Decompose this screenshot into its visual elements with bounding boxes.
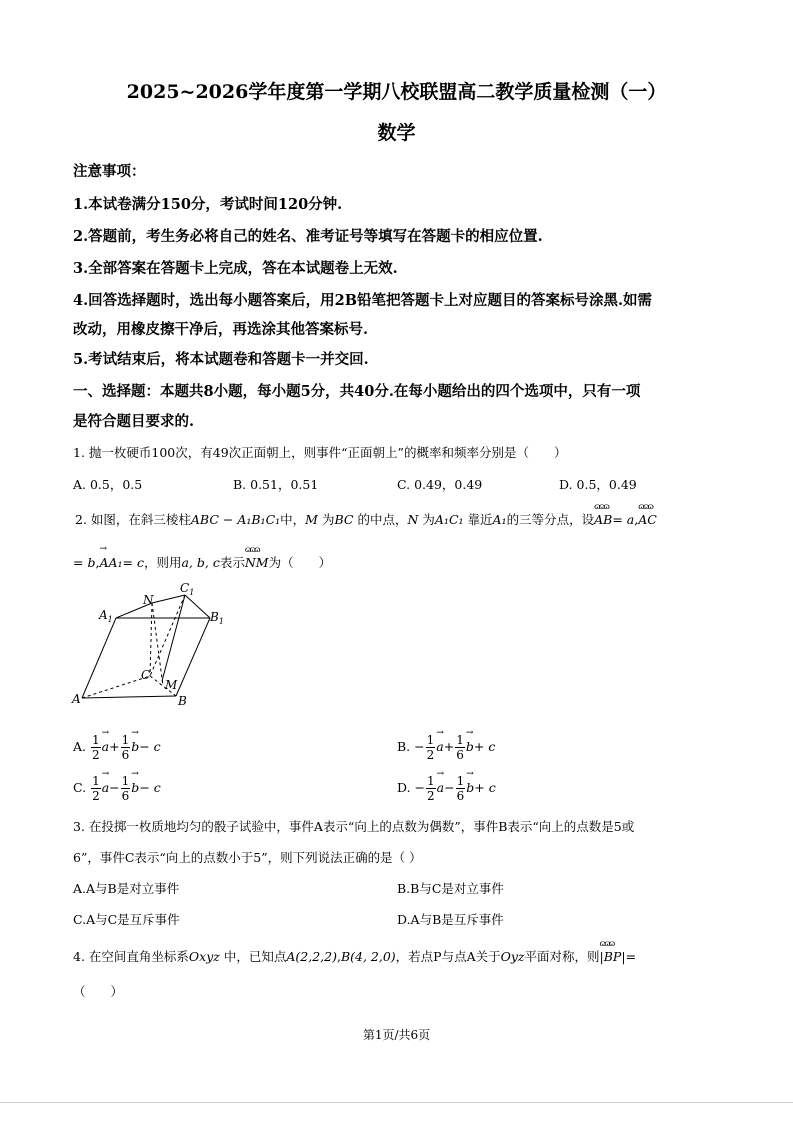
notes-heading: 注意事项：	[73, 163, 146, 180]
label-a: A	[72, 692, 81, 706]
subject-title: 数学	[377, 122, 416, 144]
edge-ab	[82, 696, 176, 698]
q3-option-b: B.B与C是对立事件	[397, 881, 504, 896]
fraction: $\frac{1}{6}$	[456, 733, 464, 762]
label-b: B	[178, 694, 187, 708]
q3-option-d: D.A与B是互斥事件	[397, 912, 504, 927]
question-2-stem: 2. 如图，在斜三棱柱ABC − A₁B₁C₁中，M 为BC 的中点，N 为A₁C₁ 靠近A₁的三等分点，设ɷɷɷ AB= a,ɷɷɷ AC	[75, 510, 657, 528]
label-c1: $C_1$	[180, 581, 195, 597]
edge-c1b1	[185, 595, 210, 618]
edge-nc1	[152, 595, 185, 603]
note-item: 1.本试卷满分150分，考试时间120分钟.	[73, 196, 343, 213]
question-3-stem-cont: 6”，事件C表示“向上的点数小于5”，则下列说法正确的是（ ）	[73, 850, 422, 865]
fraction: $\frac{1}{2}$	[426, 733, 435, 762]
q1-option-c: C. 0.49，0.49	[397, 477, 483, 492]
question-1-stem: 1. 抛一枚硬币100次，有49次正面朝上，则事件“正面朝上”的概率和频率分别是（ ）	[73, 445, 567, 460]
label-m: M	[165, 678, 178, 692]
fraction: $\frac{1}{6}$	[121, 733, 130, 762]
note-item: 4.回答选择题时，选出每小题答案后，用2B铅笔把答题卡上对应题目的答案标号涂黑.如需	[73, 292, 653, 309]
fraction: $\frac{1}{6}$	[456, 774, 465, 803]
q1-option-d: D. 0.5，0.49	[559, 477, 637, 492]
segment-nc	[150, 603, 152, 676]
q2-option-d: D. − $\frac{1}{2}$ → a− $\frac{1}{6}$ → b+ c	[397, 774, 496, 803]
edge-a1a	[82, 618, 116, 698]
q1-option-a: A. 0.5，0.5	[73, 477, 143, 492]
question-4-stem-cont: （ ）	[73, 984, 124, 999]
page-number: 第1页/共6页	[362, 1028, 431, 1042]
section-heading: 一、选择题：本题共8小题，每小题5分，共40分.在每小题给出的四个选项中，只有一项	[73, 383, 641, 400]
fraction: $\frac{1}{6}$	[121, 774, 130, 803]
fraction: $\frac{1}{2}$	[92, 733, 100, 762]
note-item: 5.考试结束后，将本试题卷和答题卡一并交回.	[73, 351, 369, 368]
q2-option-a: A. $\frac{1}{2}$ → a+ $\frac{1}{6}$ → b− c	[73, 733, 161, 762]
prism-figure	[70, 578, 240, 713]
exam-title: 2025~2026学年度第一学期八校联盟高二教学质量检测（一）	[126, 81, 667, 103]
note-item: 改动，用橡皮擦干净后，再选涂其他答案标号.	[73, 321, 369, 338]
q3-option-a: A.A与B是对立事件	[73, 881, 180, 896]
question-2-stem-cont: = b,→ AA₁= c，则用a, b, c表示ɷɷɷ NM为（ ）	[73, 553, 331, 571]
note-item: 3.全部答案在答题卡上完成，答在本试题卷上无效.	[73, 260, 398, 277]
q2-option-c: C. $\frac{1}{2}$ → a− $\frac{1}{6}$ → b− c	[73, 774, 161, 803]
label-b1: $B_1$	[210, 610, 224, 626]
label-n: N	[143, 593, 154, 607]
question-4-stem: 4. 在空间直角坐标系Oxyz 中，已知点A(2,2,2),B(4, 2,0)，若点P与点A关于Oyz平面对称，则ɷɷɷ |BP|=	[73, 947, 636, 965]
segment-nm	[152, 603, 163, 686]
edge-cc1-hidden	[150, 595, 185, 676]
edge-ac-hidden	[82, 676, 150, 698]
edge-b1b	[176, 618, 210, 696]
fraction: $\frac{1}{2}$	[427, 774, 435, 803]
edge-c1b-front	[162, 595, 185, 681]
question-3-stem: 3. 在投掷一枚质地均匀的骰子试验中，事件A表示“向上的点数为偶数”，事件B表示“向上的点数是5或	[73, 819, 635, 834]
page-bottom-divider	[0, 1102, 793, 1103]
q2-option-b: B. − $\frac{1}{2}$ → a+ $\frac{1}{6}$ → b+ c	[397, 733, 495, 762]
q1-option-b: B. 0.51，0.51	[233, 477, 319, 492]
fraction: $\frac{1}{2}$	[92, 774, 100, 803]
section-heading-cont: 是符合题目要求的.	[73, 413, 195, 430]
q3-option-c: C.A与C是互斥事件	[73, 912, 180, 927]
note-item: 2.答题前，考生务必将自己的姓名、准考证号等填写在答题卡的相应位置.	[73, 228, 543, 245]
label-c: C	[141, 668, 151, 682]
label-a1: $A_1$	[99, 608, 113, 624]
